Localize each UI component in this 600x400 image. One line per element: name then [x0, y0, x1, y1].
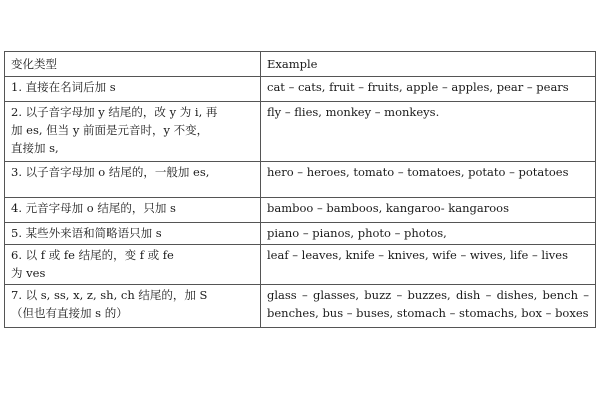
rule-cell: 5. 某些外来语和简略语只加 s	[5, 223, 261, 245]
example-cell: glass – glasses, buzz – buzzes, dish – dishes, bench – benches, bus – buses, stomach – stomachs, box – boxes	[261, 285, 596, 328]
example-cell: hero – heroes, tomato – tomatoes, potato – potatoes	[261, 162, 596, 198]
rule-cell: 3. 以子音字母加 o 结尾的，一般加 es,	[5, 162, 261, 198]
table-row	[5, 245, 596, 285]
example-cell: bamboo – bamboos, kangaroo- kangaroos	[261, 198, 596, 223]
example-cell: cat – cats, fruit – fruits, apple – apples, pear – pears	[261, 77, 596, 102]
table-row	[5, 285, 596, 328]
example-cell: fly – flies, monkey – monkeys.	[261, 102, 596, 162]
table-row	[5, 198, 596, 223]
rule-cell: 2. 以子音字母加 y 结尾的，改 y 为 i, 再 加 es, 但当 y 前面是元音时，y 不变， 直接加 s,	[5, 102, 261, 162]
table-row	[5, 223, 596, 245]
header-example: Example	[261, 52, 596, 77]
rule-cell: 1. 直接在名词后加 s	[5, 77, 261, 102]
table-row	[5, 102, 596, 162]
table-header-row	[5, 52, 596, 77]
plural-rules-table	[4, 51, 596, 328]
table-row	[5, 77, 596, 102]
table-row	[5, 162, 596, 198]
rule-cell: 4. 元音字母加 o 结尾的，只加 s	[5, 198, 261, 223]
example-cell: leaf – leaves, knife – knives, wife – wives, life – lives	[261, 245, 596, 285]
header-change-type: 变化类型	[5, 52, 261, 77]
example-cell: piano – pianos, photo – photos,	[261, 223, 596, 245]
rule-cell: 7. 以 s, ss, x, z, sh, ch 结尾的，加 S （但也有直接加 s 的）	[5, 285, 261, 328]
rule-cell: 6. 以 f 或 fe 结尾的，变 f 或 fe 为 ves	[5, 245, 261, 285]
